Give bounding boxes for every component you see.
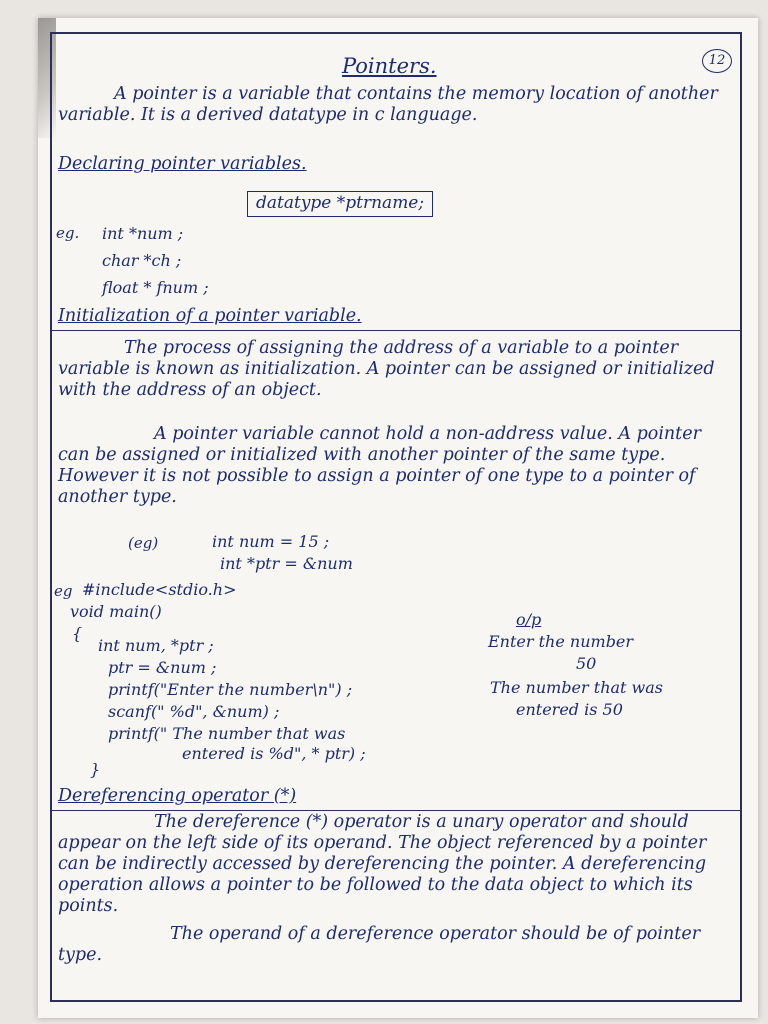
declaring-heading: Declaring pointer variables. (58, 154, 307, 174)
section-rule-2 (52, 810, 740, 811)
program-line-3: { (72, 624, 83, 643)
initialization-heading: Initialization of a pointer variable. (58, 306, 362, 326)
initialization-example-2: int *ptr = &num (220, 554, 353, 573)
program-line-8: printf(" The number that was (108, 724, 346, 743)
program-line-1: #include<stdio.h> (82, 580, 237, 599)
program-line-9: entered is %d", * ptr) ; (182, 744, 366, 763)
program-line-4: int num, *ptr ; (98, 636, 214, 655)
initialization-example-label: (eg) (128, 534, 159, 552)
initialization-paragraph-2: A pointer variable cannot hold a non-address value. A pointer can be assigned or initialized with another pointer of the same type. However it is not possible to assign a pointer of one type to a pointer of another type. (58, 424, 701, 507)
section-rule (52, 330, 740, 331)
intro-paragraph: A pointer is a variable that contains the memory location of another variable. It is a derived datatype in c language. (58, 84, 718, 125)
program-label: eg (54, 582, 73, 600)
dereferencing-paragraph-2: The operand of a dereference operator should be of pointer type. (58, 924, 701, 965)
output-line-1: Enter the number (488, 632, 634, 651)
page-border (50, 32, 742, 1002)
notebook-page (38, 18, 758, 1018)
declaring-example-label: eg. (56, 224, 80, 242)
page-title: Pointers. (342, 54, 437, 78)
program-line-7: scanf(" %d", &num) ; (108, 702, 280, 721)
program-line-2: void main() (70, 602, 162, 621)
output-line-3: The number that was (490, 678, 663, 697)
initialization-example-1: int num = 15 ; (212, 532, 330, 551)
output-line-2: 50 (576, 654, 597, 673)
page-number: 12 (702, 49, 732, 73)
initialization-paragraph-1: The process of assigning the address of a variable to a pointer variable is known as initialization. A pointer can be assigned or initialized with the address of an object. (58, 338, 715, 400)
declaring-example-1: int *num ; (102, 224, 184, 243)
declaring-example-3: float * fnum ; (102, 278, 209, 297)
program-line-10: } (90, 760, 101, 779)
declaration-syntax-box: datatype *ptrname; (247, 191, 433, 217)
output-line-4: entered is 50 (516, 700, 623, 719)
program-line-6: printf("Enter the number\n") ; (108, 680, 353, 699)
dereferencing-paragraph-1: The dereference (*) operator is a unary operator and should appear on the left side of its operand. The object referenced by a pointer can be indirectly accessed by dereferencing the pointer. A dereferencing operation allows a pointer to be followed to the data object to which its points. (58, 812, 707, 916)
dereferencing-heading: Dereferencing operator (*) (58, 786, 297, 806)
program-line-5: ptr = &num ; (108, 658, 217, 677)
declaring-example-2: char *ch ; (102, 251, 182, 270)
output-label: o/p (516, 610, 542, 629)
